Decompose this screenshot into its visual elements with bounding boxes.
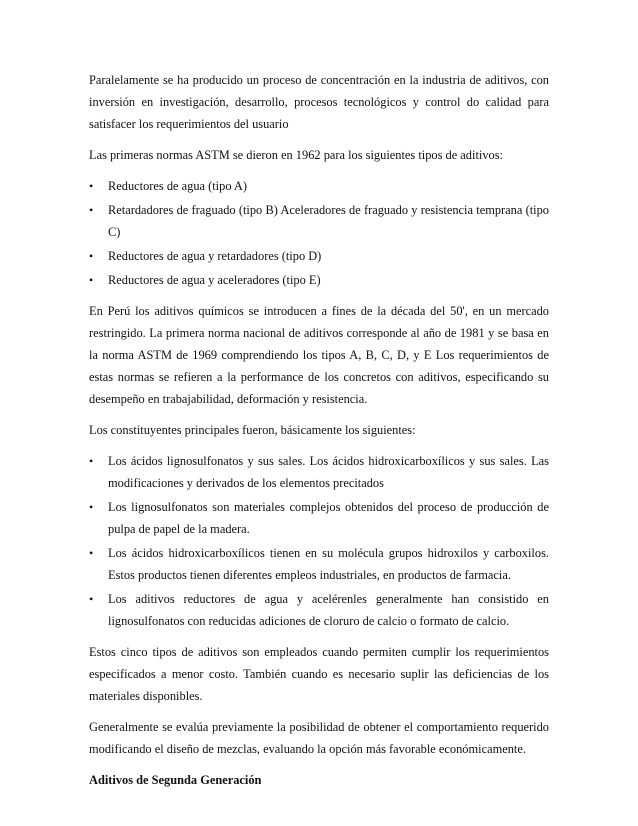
bullet-icon: • [89,179,94,193]
paragraph-constituyentes: Los constituyentes principales fueron, básicamente los siguientes: [89,423,416,437]
list-item: • Reductores de agua (tipo A) [89,175,549,197]
list-item: • Los aditivos reductores de agua y acelérenles generalmente han consistido en lignosulfonatos con reducidas adiciones de cloruro de calcio o formato de calcio. [89,588,549,632]
bullet-icon: • [89,546,94,560]
bullet-icon: • [89,454,94,468]
bullet-icon: • [89,592,94,606]
bullet-icon: • [89,249,94,263]
bullet-icon: • [89,203,94,217]
list-item: • Los lignosulfonatos son materiales complejos obtenidos del proceso de producción de pulpa de papel de la madera. [89,496,549,540]
bullet-icon: • [89,500,94,514]
list-item: • Reductores de agua y aceleradores (tipo E) [89,269,549,291]
list-item: • Reductores de agua y retardadores (tipo D) [89,245,549,267]
paragraph-normas-astm: Las primeras normas ASTM se dieron en 1962 para los siguientes tipos de aditivos: [89,148,503,162]
list-constituyentes [89,450,549,632]
bullet-icon: • [89,273,94,287]
paragraph-peru: En Perú los aditivos químicos se introducen a fines de la década del 50', en un mercado restringido. La primera norma nacional de aditivos corresponde al año de 1981 y se basa en la norma ASTM de 1969 comprendiendo los tipos A, B, C, D, y E Los requerimientos de estas normas se refieren a la performance de los concretos con aditivos, especificando su desempeño en trabajabilidad, deformación y resistencia. [89,304,549,406]
paragraph-cinco-tipos: Estos cinco tipos de aditivos son empleados cuando permiten cumplir los requerimientos especificados a menor costo. También cuando es necesario suplir las deficiencias de los materiales disponibles. [89,645,549,703]
paragraph-evaluacion: Generalmente se evalúa previamente la posibilidad de obtener el comportamiento requerido modificando el diseño de mezclas, evaluando la opción más favorable económicamente. [89,720,549,756]
list-item: • Los ácidos hidroxicarboxílicos tienen en su molécula grupos hidroxilos y carboxilos. Estos productos tienen diferentes empleos industriales, en productos de farmacia. [89,542,549,586]
document-body [89,69,549,791]
section-heading: Aditivos de Segunda Generación [89,773,262,787]
list-item: • Retardadores de fraguado (tipo B) Aceleradores de fraguado y resistencia temprana (tipo C) [89,199,549,243]
list-tipos-aditivos [89,175,549,291]
paragraph-concentracion: Paralelamente se ha producido un proceso de concentración en la industria de aditivos, con inversión en investigación, desarrollo, procesos tecnológicos y control do calidad para satisfacer los requerimientos del usuario [89,73,549,131]
list-item: • Los ácidos lignosulfonatos y sus sales. Los ácidos hidroxicarboxílicos y sus sales. Las modificaciones y derivados de los elementos precitados [89,450,549,494]
